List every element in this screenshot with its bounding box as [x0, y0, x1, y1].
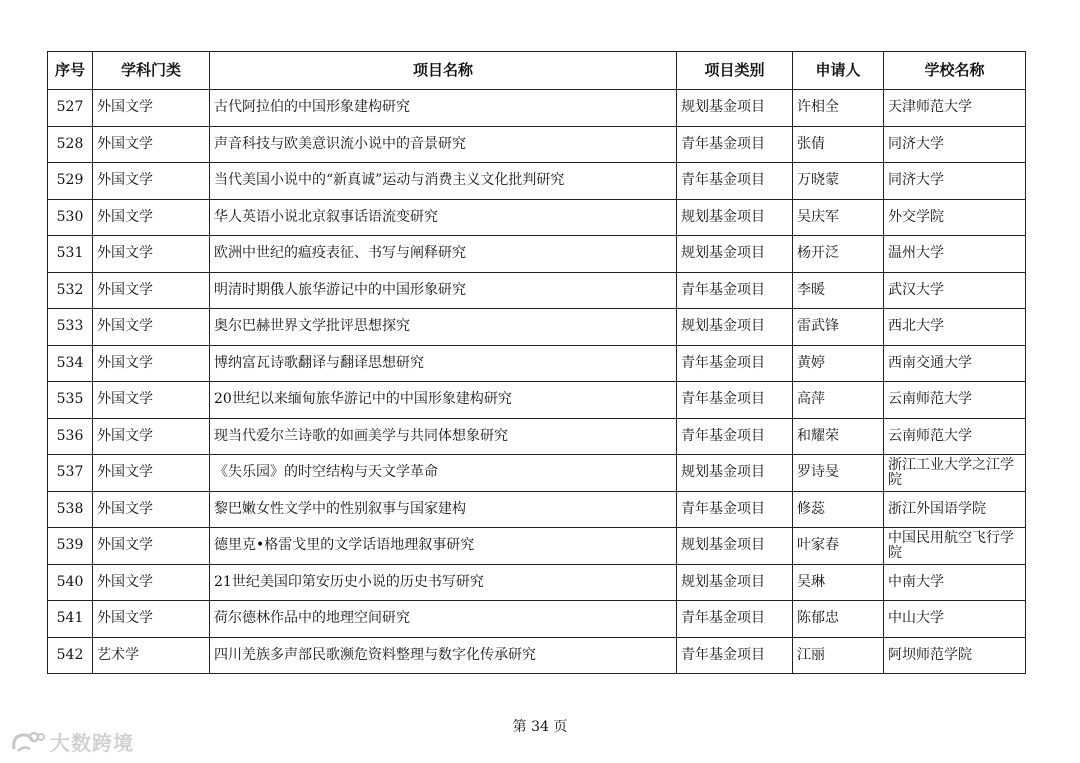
table-row: [48, 272, 1026, 309]
row-category: 外国文学: [93, 382, 210, 419]
table-row: [48, 163, 1026, 200]
row-number: 527: [48, 90, 93, 127]
row-project-name: 黎巴嫩女性文学中的性别叙事与国家建构: [210, 491, 677, 528]
row-project-type: 规划基金项目: [677, 528, 793, 565]
row-applicant: 杨开泛: [793, 236, 884, 273]
table-row: [48, 564, 1026, 601]
row-category: 外国文学: [93, 345, 210, 382]
row-school: 云南师范大学: [884, 382, 1026, 419]
row-school: 西南交通大学: [884, 345, 1026, 382]
table-row: [48, 455, 1026, 492]
project-table: [47, 51, 1026, 674]
row-number: 533: [48, 309, 93, 346]
row-project-name: 明清时期俄人旅华游记中的中国形象研究: [210, 272, 677, 309]
row-number: 536: [48, 418, 93, 455]
row-school: 同济大学: [884, 126, 1026, 163]
table-row: [48, 236, 1026, 273]
header-name: 项目名称: [210, 52, 677, 90]
row-category: 外国文学: [93, 601, 210, 638]
row-project-type: 规划基金项目: [677, 90, 793, 127]
row-applicant: 修蕊: [793, 491, 884, 528]
row-project-name: 现当代爱尔兰诗歌的如画美学与共同体想象研究: [210, 418, 677, 455]
row-project-type: 青年基金项目: [677, 601, 793, 638]
row-project-type: 青年基金项目: [677, 163, 793, 200]
row-category: 外国文学: [93, 455, 210, 492]
row-project-name: 欧洲中世纪的瘟疫表征、书写与阐释研究: [210, 236, 677, 273]
row-school: 外交学院: [884, 199, 1026, 236]
row-project-name: 四川羌族多声部民歌濒危资料整理与数字化传承研究: [210, 637, 677, 674]
row-school: 中山大学: [884, 601, 1026, 638]
row-project-name: 20世纪以来缅甸旅华游记中的中国形象建构研究: [210, 382, 677, 419]
row-project-type: 青年基金项目: [677, 382, 793, 419]
row-applicant: 罗诗旻: [793, 455, 884, 492]
row-applicant: 和耀荣: [793, 418, 884, 455]
row-category: 外国文学: [93, 272, 210, 309]
row-category: 外国文学: [93, 236, 210, 273]
row-applicant: 叶家春: [793, 528, 884, 565]
row-number: 534: [48, 345, 93, 382]
row-number: 529: [48, 163, 93, 200]
row-project-name: 德里克•格雷戈里的文学话语地理叙事研究: [210, 528, 677, 565]
row-project-type: 青年基金项目: [677, 491, 793, 528]
row-project-name: 博纳富瓦诗歌翻译与翻译思想研究: [210, 345, 677, 382]
row-project-name: 《失乐园》的时空结构与天文学革命: [210, 455, 677, 492]
row-applicant: 高萍: [793, 382, 884, 419]
row-applicant: 张倩: [793, 126, 884, 163]
row-applicant: 吴庆军: [793, 199, 884, 236]
row-project-name: 奥尔巴赫世界文学批评思想探究: [210, 309, 677, 346]
header-applicant: 申请人: [793, 52, 884, 90]
row-number: 535: [48, 382, 93, 419]
row-project-type: 青年基金项目: [677, 126, 793, 163]
row-school: 浙江工业大学之江学院: [884, 455, 1026, 492]
row-school: 同济大学: [884, 163, 1026, 200]
header-school: 学校名称: [884, 52, 1026, 90]
table-row: [48, 637, 1026, 674]
row-project-name: 古代阿拉伯的中国形象建构研究: [210, 90, 677, 127]
table-row: [48, 309, 1026, 346]
row-category: 外国文学: [93, 309, 210, 346]
row-category: 外国文学: [93, 90, 210, 127]
table-row: [48, 126, 1026, 163]
header-type: 项目类别: [677, 52, 793, 90]
header-category: 学科门类: [93, 52, 210, 90]
table-row: [48, 491, 1026, 528]
logo-icon: [10, 729, 46, 755]
row-number: 538: [48, 491, 93, 528]
row-school: 阿坝师范学院: [884, 637, 1026, 674]
table-row: [48, 601, 1026, 638]
row-number: 528: [48, 126, 93, 163]
row-category: 外国文学: [93, 528, 210, 565]
table-row: [48, 382, 1026, 419]
row-category: 外国文学: [93, 564, 210, 601]
row-category: 外国文学: [93, 126, 210, 163]
row-applicant: 吴琳: [793, 564, 884, 601]
row-project-type: 规划基金项目: [677, 564, 793, 601]
row-project-name: 声音科技与欧美意识流小说中的音景研究: [210, 126, 677, 163]
row-project-type: 青年基金项目: [677, 345, 793, 382]
row-category: 外国文学: [93, 163, 210, 200]
page-number: 第 34 页: [512, 719, 568, 735]
row-category: 外国文学: [93, 491, 210, 528]
row-number: 539: [48, 528, 93, 565]
row-school: 中国民用航空飞行学院: [884, 528, 1026, 565]
row-applicant: 陈郁忠: [793, 601, 884, 638]
row-applicant: 许相全: [793, 90, 884, 127]
row-school: 云南师范大学: [884, 418, 1026, 455]
row-project-type: 规划基金项目: [677, 455, 793, 492]
header-row: [48, 52, 1026, 90]
row-school: 中南大学: [884, 564, 1026, 601]
header-no: 序号: [48, 52, 93, 90]
row-project-name: 华人英语小说北京叙事话语流变研究: [210, 199, 677, 236]
row-project-name: 当代美国小说中的“新真诚”运动与消费主义文化批判研究: [210, 163, 677, 200]
row-applicant: 李暖: [793, 272, 884, 309]
row-project-name: 21世纪美国印第安历史小说的历史书写研究: [210, 564, 677, 601]
watermark: [10, 727, 134, 756]
row-school: 温州大学: [884, 236, 1026, 273]
row-project-type: 规划基金项目: [677, 236, 793, 273]
row-category: 艺术学: [93, 637, 210, 674]
row-number: 531: [48, 236, 93, 273]
row-number: 530: [48, 199, 93, 236]
row-project-type: 规划基金项目: [677, 199, 793, 236]
row-school: 天津师范大学: [884, 90, 1026, 127]
table-row: [48, 528, 1026, 565]
row-project-type: 青年基金项目: [677, 418, 793, 455]
row-number: 542: [48, 637, 93, 674]
table-row: [48, 199, 1026, 236]
row-project-type: 青年基金项目: [677, 637, 793, 674]
row-project-type: 青年基金项目: [677, 272, 793, 309]
row-school: 浙江外国语学院: [884, 491, 1026, 528]
row-category: 外国文学: [93, 418, 210, 455]
table-row: [48, 90, 1026, 127]
watermark-text: 大数跨境: [50, 731, 134, 755]
table-row: [48, 418, 1026, 455]
row-project-type: 规划基金项目: [677, 309, 793, 346]
row-applicant: 江丽: [793, 637, 884, 674]
row-applicant: 黄婷: [793, 345, 884, 382]
row-number: 541: [48, 601, 93, 638]
table-row: [48, 345, 1026, 382]
row-school: 武汉大学: [884, 272, 1026, 309]
row-project-name: 荷尔德林作品中的地理空间研究: [210, 601, 677, 638]
row-number: 532: [48, 272, 93, 309]
row-number: 537: [48, 455, 93, 492]
row-school: 西北大学: [884, 309, 1026, 346]
row-applicant: 雷武锋: [793, 309, 884, 346]
row-number: 540: [48, 564, 93, 601]
row-category: 外国文学: [93, 199, 210, 236]
row-applicant: 万晓蒙: [793, 163, 884, 200]
